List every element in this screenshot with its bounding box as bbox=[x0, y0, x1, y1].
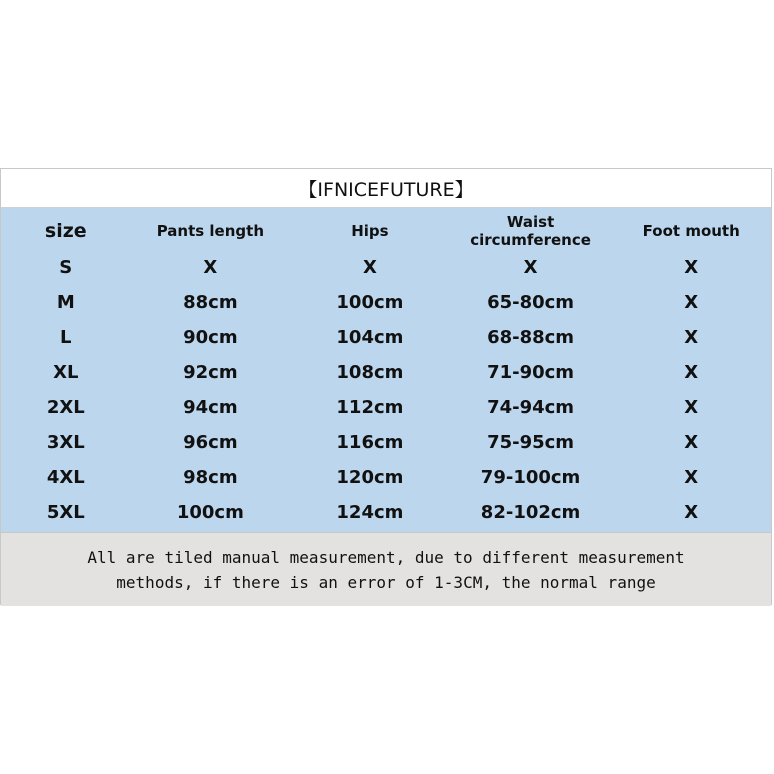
cell-waist: 75-95cm bbox=[487, 432, 575, 453]
cell-foot-mouth: X bbox=[684, 292, 699, 313]
cell-size: M bbox=[56, 292, 75, 313]
table-header-row bbox=[1, 212, 771, 250]
table-row bbox=[1, 390, 771, 425]
cell-pants-length: 94cm bbox=[183, 397, 238, 418]
size-table bbox=[1, 212, 771, 530]
table-row bbox=[1, 460, 771, 495]
cell-waist: 71-90cm bbox=[487, 362, 575, 383]
header-foot-mouth: Foot mouth bbox=[642, 222, 740, 240]
cell-waist: 82-102cm bbox=[480, 502, 581, 523]
table-row bbox=[1, 285, 771, 320]
cell-size: 2XL bbox=[46, 397, 85, 418]
table-row bbox=[1, 250, 771, 285]
cell-foot-mouth: X bbox=[684, 257, 699, 278]
cell-waist: 65-80cm bbox=[487, 292, 575, 313]
table-row bbox=[1, 495, 771, 530]
cell-waist: 79-100cm bbox=[480, 467, 581, 488]
cell-foot-mouth: X bbox=[684, 327, 699, 348]
cell-pants-length: 100cm bbox=[176, 502, 244, 523]
header-hips: Hips bbox=[351, 222, 389, 240]
cell-hips: 100cm bbox=[336, 292, 404, 313]
cell-foot-mouth: X bbox=[684, 362, 699, 383]
cell-size: L bbox=[60, 327, 72, 348]
note-line-2: methods, if there is an error of 1-3CM, the normal range bbox=[116, 572, 656, 592]
cell-hips: 108cm bbox=[336, 362, 404, 383]
cell-size: XL bbox=[53, 362, 79, 383]
header-waist-circumference: Waist circumference bbox=[470, 213, 591, 249]
cell-waist: 68-88cm bbox=[487, 327, 575, 348]
cell-foot-mouth: X bbox=[684, 467, 699, 488]
cell-foot-mouth: X bbox=[684, 502, 699, 523]
cell-size: 5XL bbox=[46, 502, 85, 523]
cell-hips: 104cm bbox=[336, 327, 404, 348]
cell-hips: 116cm bbox=[336, 432, 404, 453]
cell-size: 4XL bbox=[46, 467, 85, 488]
cell-size: 3XL bbox=[46, 432, 85, 453]
cell-pants-length: 88cm bbox=[183, 292, 238, 313]
cell-waist: 74-94cm bbox=[487, 397, 575, 418]
cell-pants-length: 90cm bbox=[183, 327, 238, 348]
cell-hips: 112cm bbox=[336, 397, 404, 418]
cell-hips: X bbox=[362, 257, 377, 278]
cell-pants-length: 98cm bbox=[183, 467, 238, 488]
header-pants-length: Pants length bbox=[156, 222, 264, 240]
cell-pants-length: 92cm bbox=[183, 362, 238, 383]
cell-pants-length: X bbox=[203, 257, 218, 278]
table-row bbox=[1, 425, 771, 460]
cell-hips: 120cm bbox=[336, 467, 404, 488]
note-line-1: All are tiled manual measurement, due to different measurement bbox=[87, 547, 685, 567]
table-row bbox=[1, 320, 771, 355]
cell-foot-mouth: X bbox=[684, 397, 699, 418]
measurement-note bbox=[1, 532, 771, 606]
header-size: size bbox=[44, 220, 87, 242]
cell-size: S bbox=[59, 257, 73, 278]
size-chart-card bbox=[0, 168, 772, 605]
cell-waist: X bbox=[523, 257, 538, 278]
size-table-area bbox=[1, 208, 771, 532]
cell-foot-mouth: X bbox=[684, 432, 699, 453]
cell-pants-length: 96cm bbox=[183, 432, 238, 453]
brand-title: 【IFNICEFUTURE】 bbox=[1, 169, 771, 208]
cell-hips: 124cm bbox=[336, 502, 404, 523]
table-row bbox=[1, 355, 771, 390]
